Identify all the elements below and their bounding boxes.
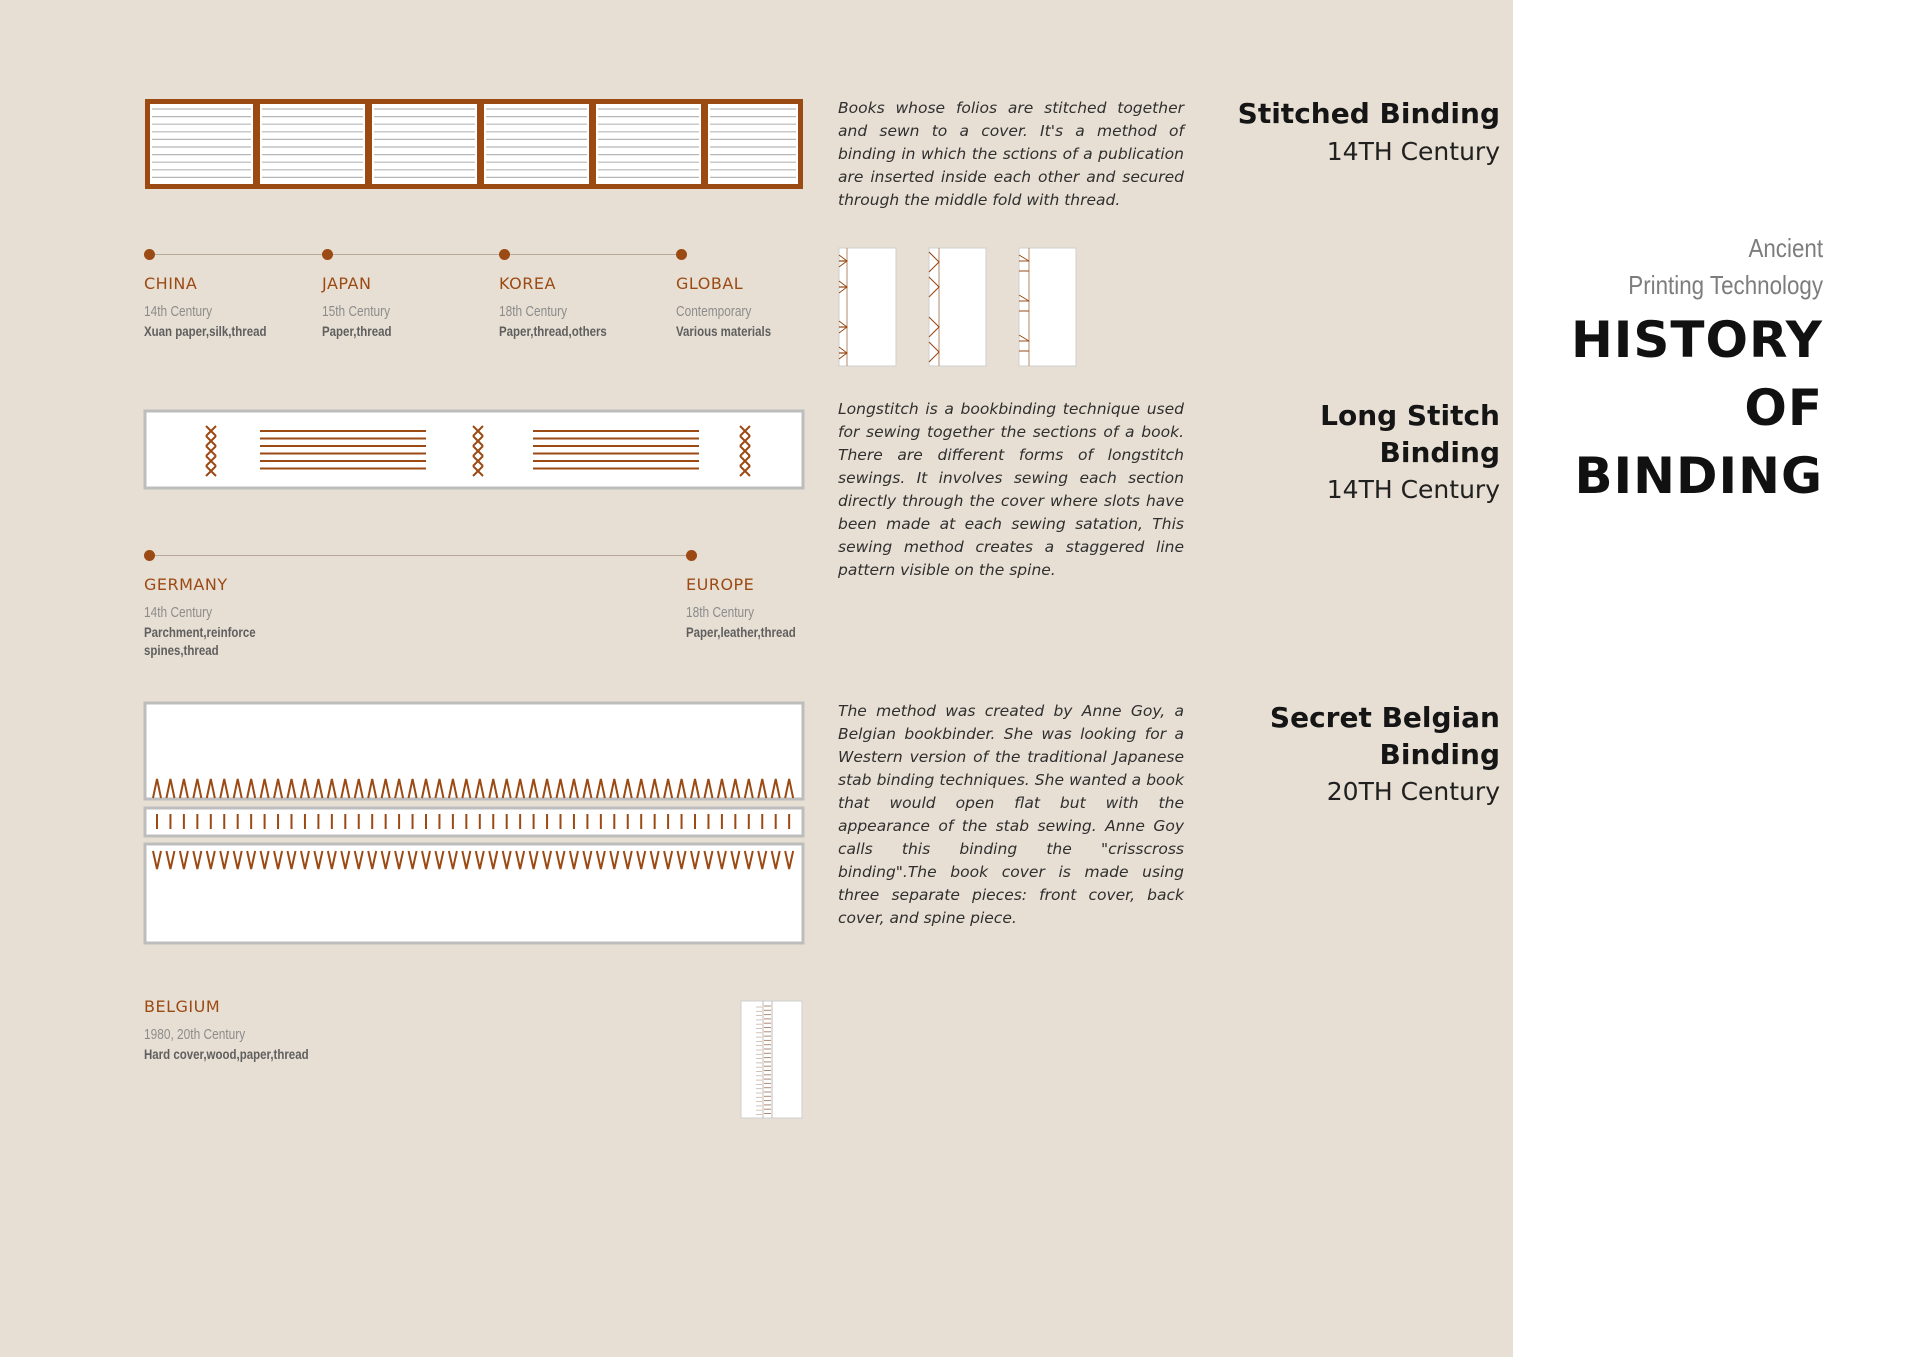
- title-block: [1571, 230, 1823, 508]
- materials-europe: Paper,leather,thread: [686, 624, 796, 640]
- materials-belgium: Hard cover,wood,paper,thread: [144, 1046, 309, 1062]
- region-global: GLOBAL: [676, 274, 744, 293]
- timeline-line-2: [150, 555, 691, 556]
- title-panel: [1513, 0, 1920, 1357]
- region-belgium: BELGIUM: [144, 997, 221, 1016]
- century-europe: 18th Century: [686, 605, 755, 621]
- subtitle-line2: Printing Technology: [1628, 270, 1823, 300]
- stitched-page: [260, 104, 365, 184]
- belgian-spine-icon: [740, 1000, 804, 1120]
- timeline-dot: [686, 550, 697, 561]
- front-cover: [145, 703, 803, 799]
- long-stitch-century: 14TH Century: [1326, 475, 1500, 504]
- materials-china: Xuan paper,silk,thread: [144, 323, 267, 339]
- region-germany: GERMANY: [144, 575, 228, 594]
- stitched-page: [596, 104, 701, 184]
- stitch-pattern-2: [929, 248, 986, 366]
- spine-piece: [145, 808, 803, 836]
- secret-belgian-description: The method was created by Anne Goy, a Belgian bookbinder. She was looking for a Western version of the traditional Japanese stab binding techniques. She wanted a book that would open flat but with the appearance of the stab sewing. Anne Goy calls this binding the "crisscross binding".The book cover is made using three separate pieces: front cover, back cover, and spine piece.: [838, 702, 1184, 927]
- stitched-description: Books whose folios are stitched together and sewn to a cover. It's a method of binding in which the sctions of a publication are inserted inside each other and secured through the middle fold with thread.: [838, 99, 1184, 209]
- stitched-page: [372, 104, 477, 184]
- stitch-pattern-icons: [838, 247, 1078, 369]
- century-germany: 14th Century: [144, 605, 213, 621]
- century-japan: 15th Century: [322, 304, 391, 320]
- subtitle-line1: Ancient: [1748, 233, 1823, 263]
- timeline-line-1: [150, 254, 682, 255]
- timeline-dot: [144, 550, 155, 561]
- century-belgium: 1980, 20th Century: [144, 1027, 246, 1043]
- region-china: CHINA: [144, 274, 198, 293]
- stitched-binding-illustration: [143, 97, 806, 192]
- title-of: OF: [1744, 379, 1823, 437]
- stitched-page: [150, 104, 253, 184]
- century-china: 14th Century: [144, 304, 213, 320]
- region-europe: EUROPE: [686, 575, 755, 594]
- stitched-panels: [150, 104, 798, 184]
- region-korea: KOREA: [499, 274, 556, 293]
- stitched-title: Stitched Binding: [1237, 97, 1500, 130]
- materials-japan: Paper,thread: [322, 323, 392, 339]
- materials-global: Various materials: [676, 323, 772, 339]
- timeline-dot: [499, 249, 510, 260]
- century-korea: 18th Century: [499, 304, 568, 320]
- long-stitch-title-line1: Long Stitch: [1320, 399, 1500, 432]
- long-stitch-cover: [145, 411, 803, 488]
- back-cover: [145, 844, 803, 943]
- stitched-page: [484, 104, 589, 184]
- stitched-page: [708, 104, 798, 184]
- long-stitch-description: Longstitch is a bookbinding technique used for sewing together the sections of a book. There are different forms of longstitch sewings. It involves sewing each section directly through the cover where slots have been made at each sewing satation, This sewing method creates a staggered line pattern visible on the spine.: [838, 400, 1184, 579]
- title-binding: BINDING: [1574, 447, 1823, 505]
- stitch-pattern-1: [839, 248, 896, 366]
- secret-belgian-title-line1: Secret Belgian: [1269, 701, 1500, 734]
- materials-germany-line1: Parchment,reinforce: [144, 624, 256, 640]
- title-history: HISTORY: [1570, 311, 1823, 369]
- timeline-dot: [144, 249, 155, 260]
- secret-belgian-century: 20TH Century: [1326, 777, 1500, 806]
- century-global: Contemporary: [676, 304, 752, 320]
- secret-belgian-illustration: [143, 701, 806, 946]
- stitched-century: 14TH Century: [1326, 137, 1500, 166]
- timeline-dot: [676, 249, 687, 260]
- long-stitch-illustration: [143, 409, 806, 491]
- materials-germany-line2: spines,thread: [144, 642, 219, 658]
- secret-belgian-title-line2: Binding: [1379, 738, 1500, 771]
- region-japan: JAPAN: [322, 274, 372, 293]
- stitch-pattern-3: [1019, 248, 1076, 366]
- materials-korea: Paper,thread,others: [499, 323, 607, 339]
- long-stitch-title-line2: Binding: [1379, 436, 1500, 469]
- timeline-dot: [322, 249, 333, 260]
